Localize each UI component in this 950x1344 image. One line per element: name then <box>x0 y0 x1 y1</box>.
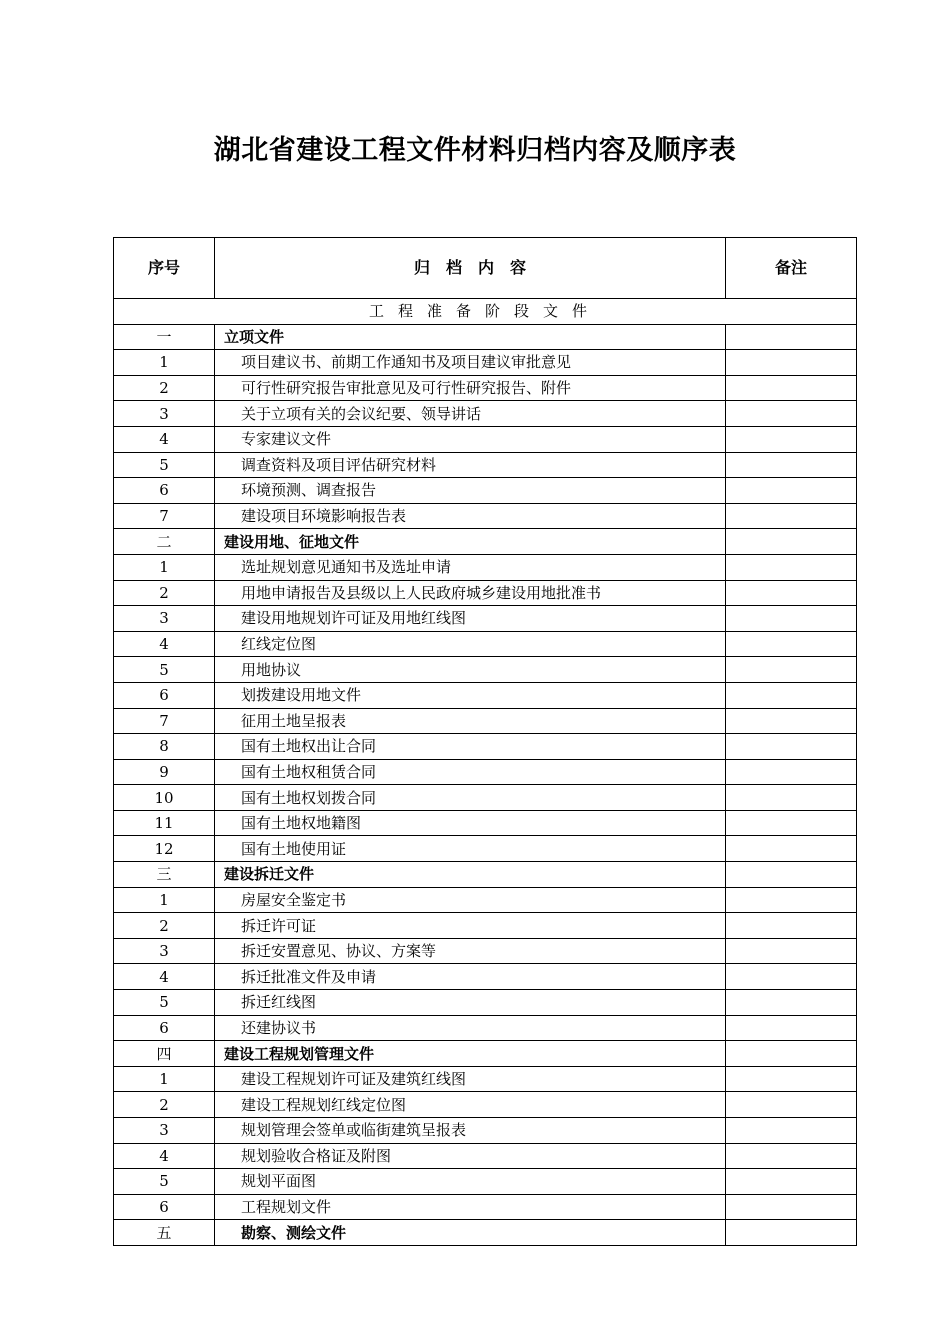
row-remark <box>726 836 857 862</box>
table-row <box>114 657 857 683</box>
table-row <box>114 1169 857 1195</box>
section-title: 建设拆迁文件 <box>215 862 726 888</box>
row-remark <box>726 631 857 657</box>
section-title: 建设用地、征地文件 <box>215 529 726 555</box>
row-remark <box>726 1194 857 1220</box>
table-row <box>114 426 857 452</box>
table-row <box>114 554 857 580</box>
row-remark <box>726 862 857 888</box>
row-remark <box>726 606 857 632</box>
table-header-row <box>114 238 857 299</box>
row-number: 6 <box>114 682 215 708</box>
row-remark <box>726 964 857 990</box>
row-remark <box>726 554 857 580</box>
section-row <box>114 529 857 555</box>
row-content: 关于立项有关的会议纪要、领导讲话 <box>215 401 726 427</box>
row-number: 2 <box>114 913 215 939</box>
section-row <box>114 1041 857 1067</box>
table-row <box>114 785 857 811</box>
table-row <box>114 836 857 862</box>
row-content: 国有土地权出让合同 <box>215 734 726 760</box>
table-row <box>114 375 857 401</box>
table-row <box>114 1092 857 1118</box>
row-content: 可行性研究报告审批意见及可行性研究报告、附件 <box>215 375 726 401</box>
row-content: 用地申请报告及县级以上人民政府城乡建设用地批准书 <box>215 580 726 606</box>
row-remark <box>726 401 857 427</box>
phase-row <box>114 299 857 325</box>
row-content: 规划平面图 <box>215 1169 726 1195</box>
section-title: 立项文件 <box>215 324 726 350</box>
table-row <box>114 810 857 836</box>
section-number: 四 <box>114 1041 215 1067</box>
row-number: 5 <box>114 1169 215 1195</box>
row-content: 拆迁许可证 <box>215 913 726 939</box>
row-content: 征用土地呈报表 <box>215 708 726 734</box>
row-number: 7 <box>114 503 215 529</box>
row-content: 拆迁安置意见、协议、方案等 <box>215 938 726 964</box>
row-remark <box>726 529 857 555</box>
row-content: 建设项目环境影响报告表 <box>215 503 726 529</box>
row-remark <box>726 1015 857 1041</box>
row-remark <box>726 324 857 350</box>
section-row <box>114 862 857 888</box>
phase-title: 工程准备阶段文件 <box>114 299 857 325</box>
row-remark <box>726 1169 857 1195</box>
table-row <box>114 580 857 606</box>
table-row <box>114 682 857 708</box>
row-number: 12 <box>114 836 215 862</box>
table-row <box>114 913 857 939</box>
row-number: 4 <box>114 964 215 990</box>
row-content: 工程规划文件 <box>215 1194 726 1220</box>
table-row <box>114 1194 857 1220</box>
row-content: 调查资料及项目评估研究材料 <box>215 452 726 478</box>
table-row <box>114 401 857 427</box>
row-number: 4 <box>114 1143 215 1169</box>
row-content: 用地协议 <box>215 657 726 683</box>
table-row <box>114 734 857 760</box>
row-number: 11 <box>114 810 215 836</box>
table-row <box>114 1066 857 1092</box>
row-number: 1 <box>114 887 215 913</box>
row-number: 5 <box>114 452 215 478</box>
table-row <box>114 759 857 785</box>
row-remark <box>726 1118 857 1144</box>
row-remark <box>726 682 857 708</box>
row-remark <box>726 913 857 939</box>
row-number: 3 <box>114 938 215 964</box>
table-row <box>114 606 857 632</box>
row-content: 选址规划意见通知书及选址申请 <box>215 554 726 580</box>
row-number: 2 <box>114 375 215 401</box>
row-number: 10 <box>114 785 215 811</box>
section-row <box>114 324 857 350</box>
section-row <box>114 1220 857 1246</box>
row-remark <box>726 887 857 913</box>
table-row <box>114 631 857 657</box>
row-remark <box>726 1220 857 1246</box>
row-content: 房屋安全鉴定书 <box>215 887 726 913</box>
row-remark <box>726 938 857 964</box>
table-row <box>114 1015 857 1041</box>
section-number: 三 <box>114 862 215 888</box>
row-number: 8 <box>114 734 215 760</box>
table-row <box>114 452 857 478</box>
row-number: 4 <box>114 426 215 452</box>
row-remark <box>726 350 857 376</box>
row-remark <box>726 375 857 401</box>
row-content: 国有土地权租赁合同 <box>215 759 726 785</box>
row-number: 4 <box>114 631 215 657</box>
row-remark <box>726 580 857 606</box>
row-remark <box>726 657 857 683</box>
row-content: 国有土地权地籍图 <box>215 810 726 836</box>
row-content: 建设工程规划许可证及建筑红线图 <box>215 1066 726 1092</box>
row-remark <box>726 1092 857 1118</box>
row-remark <box>726 734 857 760</box>
row-number: 3 <box>114 1118 215 1144</box>
row-remark <box>726 810 857 836</box>
table-row <box>114 964 857 990</box>
table-row <box>114 478 857 504</box>
section-number: 二 <box>114 529 215 555</box>
row-content: 建设工程规划红线定位图 <box>215 1092 726 1118</box>
row-remark <box>726 990 857 1016</box>
table-row <box>114 350 857 376</box>
row-content: 规划验收合格证及附图 <box>215 1143 726 1169</box>
table-row <box>114 887 857 913</box>
row-number: 6 <box>114 478 215 504</box>
row-content: 建设用地规划许可证及用地红线图 <box>215 606 726 632</box>
row-number: 5 <box>114 657 215 683</box>
header-archive-content: 归 档 内 容 <box>215 238 726 299</box>
row-remark <box>726 708 857 734</box>
archive-table <box>113 237 857 1246</box>
row-number: 1 <box>114 1066 215 1092</box>
row-number: 3 <box>114 401 215 427</box>
row-content: 规划管理会签单或临街建筑呈报表 <box>215 1118 726 1144</box>
row-number: 7 <box>114 708 215 734</box>
row-remark <box>726 1041 857 1067</box>
table-row <box>114 708 857 734</box>
row-remark <box>726 478 857 504</box>
page-title: 湖北省建设工程文件材料归档内容及顺序表 <box>213 135 737 166</box>
row-remark <box>726 1066 857 1092</box>
row-number: 1 <box>114 350 215 376</box>
header-serial-number: 序号 <box>114 238 215 299</box>
row-content: 项目建议书、前期工作通知书及项目建议审批意见 <box>215 350 726 376</box>
table-row <box>114 938 857 964</box>
section-number: 五 <box>114 1220 215 1246</box>
row-content: 环境预测、调查报告 <box>215 478 726 504</box>
row-content: 专家建议文件 <box>215 426 726 452</box>
table-row <box>114 1118 857 1144</box>
row-remark <box>726 1143 857 1169</box>
row-remark <box>726 426 857 452</box>
row-content: 拆迁批准文件及申请 <box>215 964 726 990</box>
row-content: 国有土地权划拨合同 <box>215 785 726 811</box>
row-remark <box>726 785 857 811</box>
row-content: 划拨建设用地文件 <box>215 682 726 708</box>
row-content: 红线定位图 <box>215 631 726 657</box>
row-content: 还建协议书 <box>215 1015 726 1041</box>
row-number: 5 <box>114 990 215 1016</box>
row-number: 3 <box>114 606 215 632</box>
table-row <box>114 503 857 529</box>
row-number: 1 <box>114 554 215 580</box>
table-row <box>114 990 857 1016</box>
header-remark: 备注 <box>726 238 857 299</box>
row-number: 2 <box>114 1092 215 1118</box>
row-number: 6 <box>114 1194 215 1220</box>
row-remark <box>726 759 857 785</box>
row-number: 6 <box>114 1015 215 1041</box>
table-row <box>114 1143 857 1169</box>
section-title: 建设工程规划管理文件 <box>215 1041 726 1067</box>
row-content: 拆迁红线图 <box>215 990 726 1016</box>
row-number: 9 <box>114 759 215 785</box>
row-number: 2 <box>114 580 215 606</box>
row-remark <box>726 503 857 529</box>
row-remark <box>726 452 857 478</box>
section-title: 勘察、测绘文件 <box>215 1220 726 1246</box>
row-content: 国有土地使用证 <box>215 836 726 862</box>
section-number: 一 <box>114 324 215 350</box>
